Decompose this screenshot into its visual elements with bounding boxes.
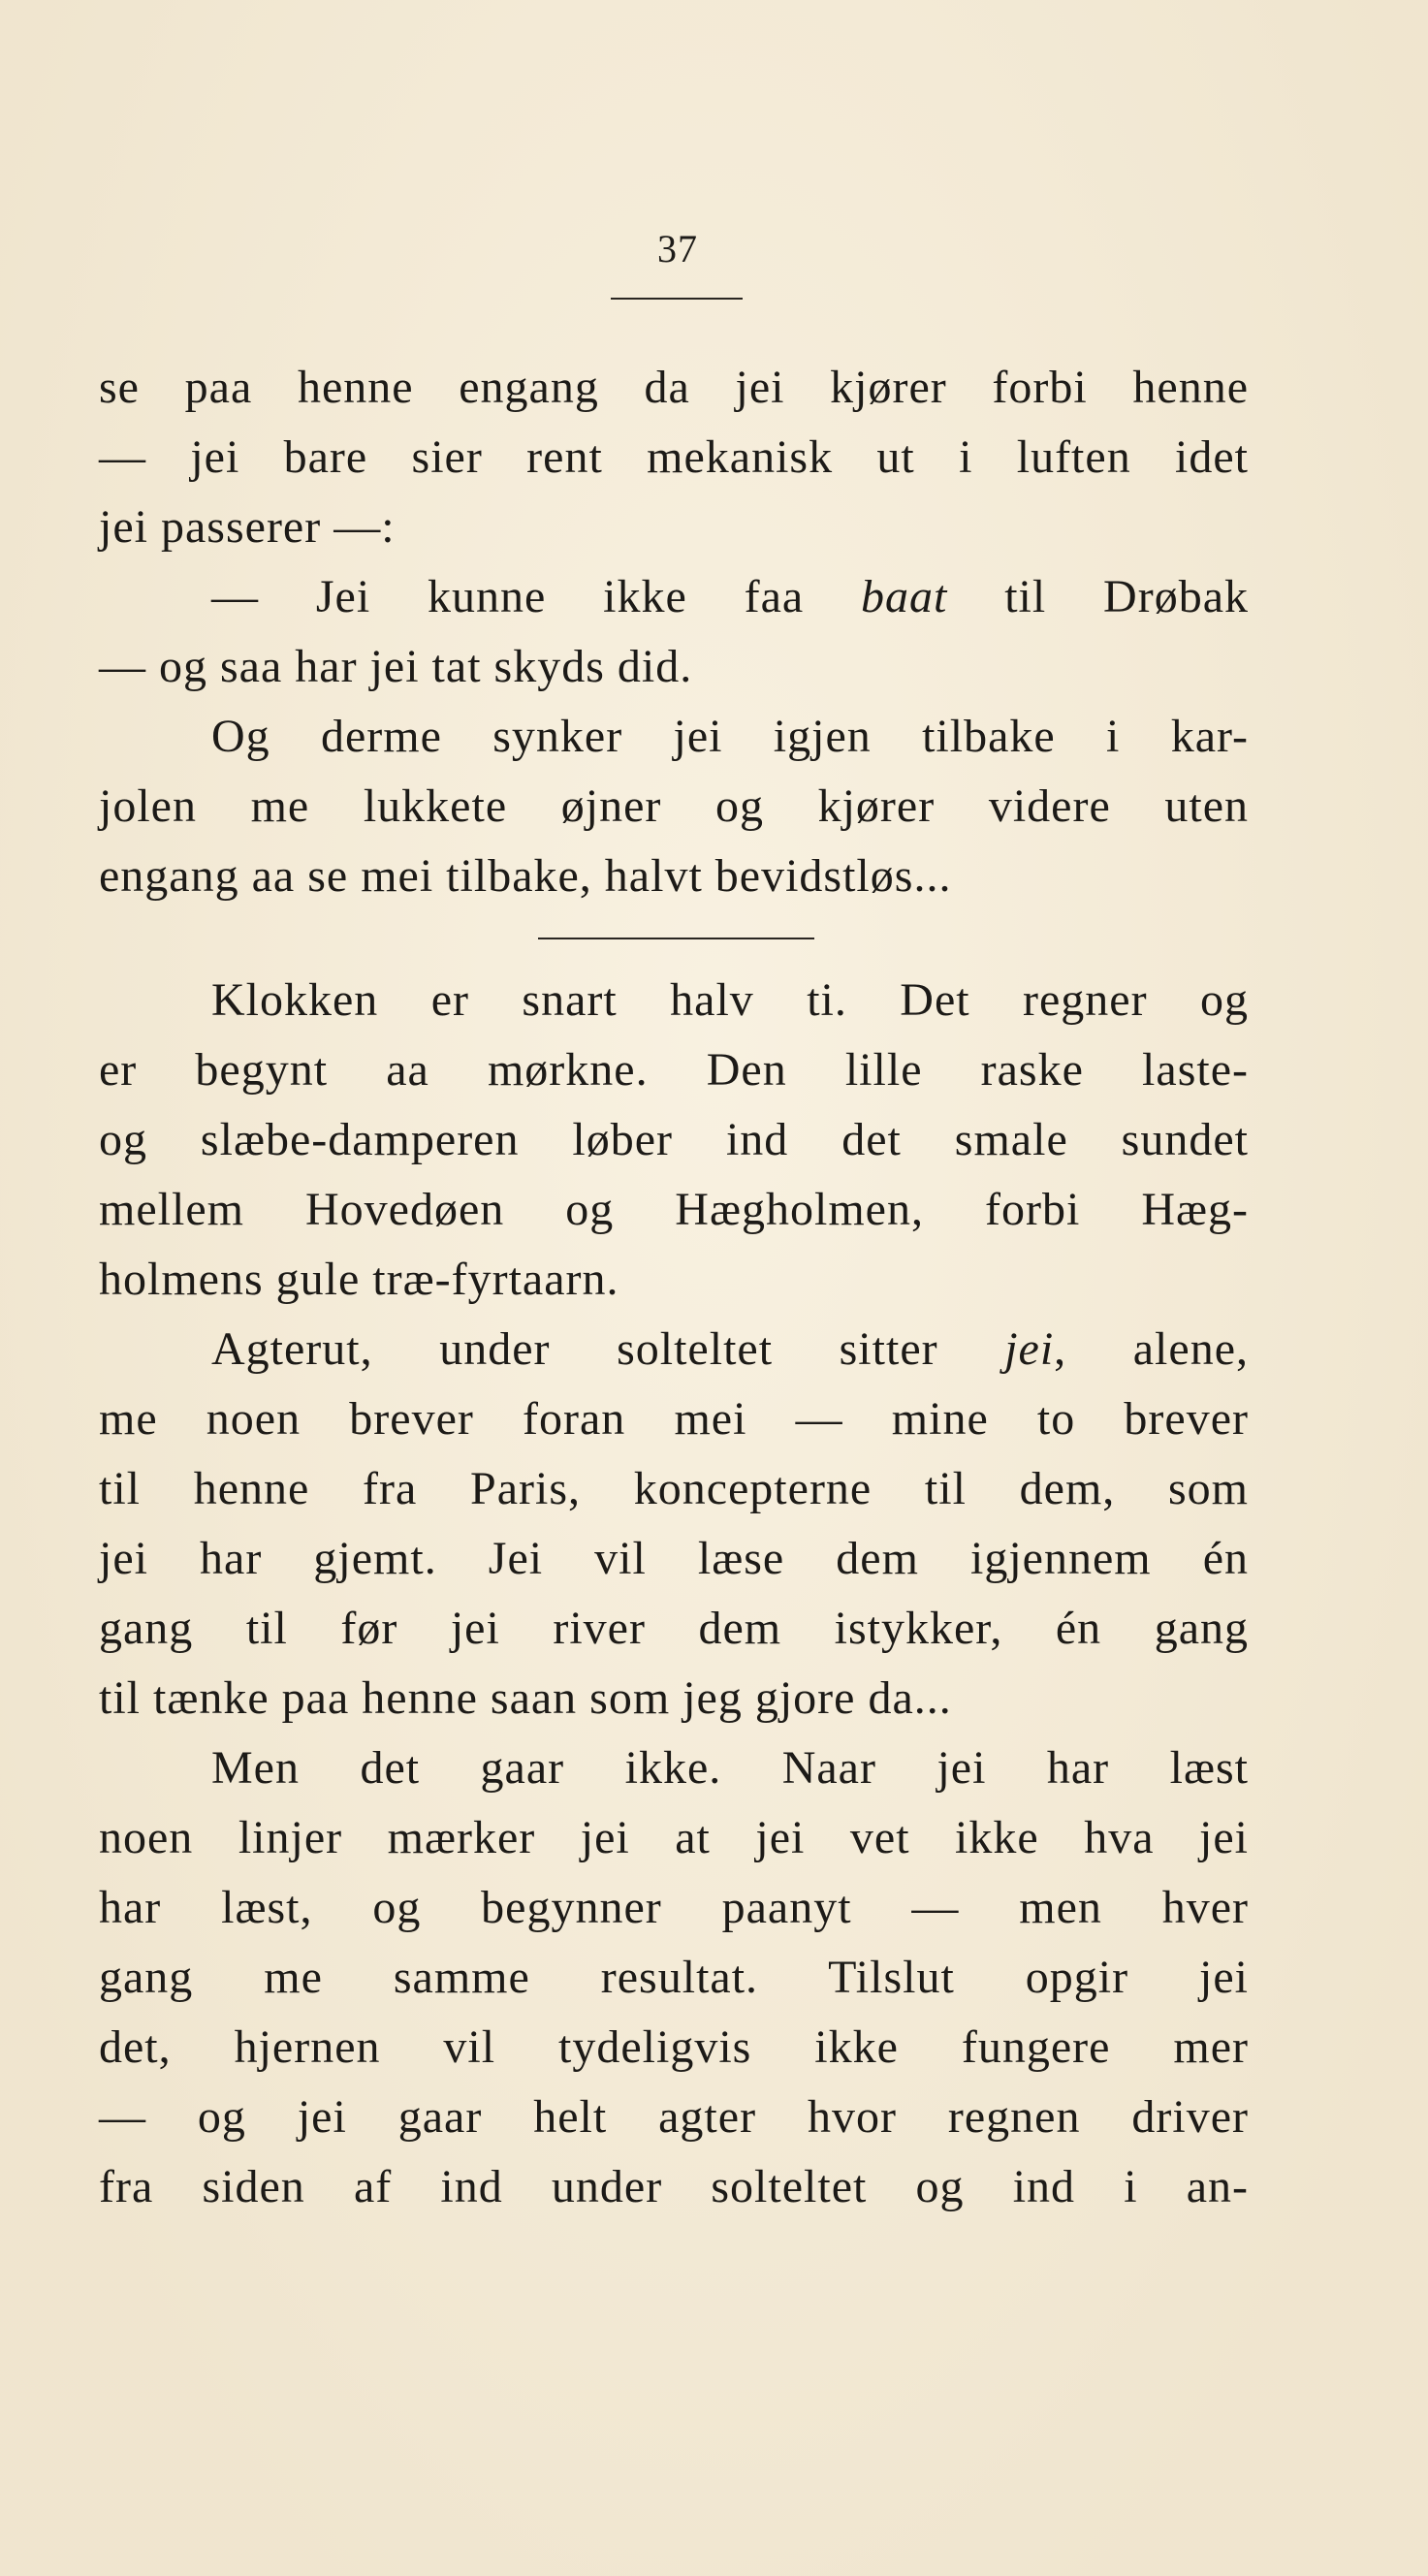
text-line: gang til før jei river dem istykker, én gang (99, 1603, 1249, 1654)
text-line: se paa henne engang da jei kjører forbi henne (99, 362, 1249, 413)
paragraph-block-2 (99, 966, 1249, 2222)
text-line: holmens gule træ-fyrtaarn. (99, 1254, 619, 1305)
text-line: noen linjer mærker jei at jei vet ikke hva jei (99, 1812, 1249, 1863)
text-line: til henne fra Paris, koncepterne til dem, som (99, 1463, 1249, 1514)
text-line: me noen brever foran mei — mine to brever (99, 1393, 1249, 1445)
text-line: engang aa se mei tilbake, halvt bevidstløs... (99, 850, 952, 902)
text-line-with-italic (99, 562, 1249, 632)
text-line: — jei bare sier rent mekanisk ut i luften idet (99, 431, 1249, 483)
text-line: det, hjernen vil tydeligvis ikke fungere mer (99, 2021, 1249, 2073)
section-divider (538, 938, 814, 939)
text-line-with-italic (99, 1315, 1249, 1384)
text-line: mellem Hovedøen og Hægholmen, forbi Hæg- (99, 1184, 1249, 1235)
italic-word: baat (861, 571, 948, 622)
header-rule (611, 298, 743, 300)
text-fragment: , alene, (1054, 1323, 1250, 1375)
text-line: jei passerer —: (99, 501, 396, 553)
text-line: til tænke paa henne saan som jeg gjore da... (99, 1672, 952, 1724)
text-line: og slæbe-damperen løber ind det smale sundet (99, 1114, 1249, 1165)
text-line: har læst, og begynner paanyt — men hver (99, 1882, 1249, 1933)
text-fragment: til Drøbak (947, 571, 1250, 622)
italic-word: jei (1004, 1323, 1055, 1375)
text-line: — og jei gaar helt agter hvor regnen driver (99, 2091, 1249, 2143)
text-line: Men det gaar ikke. Naar jei har læst (211, 1742, 1249, 1794)
text-line: jolen me lukkete øjner og kjører videre uten (99, 780, 1249, 832)
text-line: Klokken er snart halv ti. Det regner og (211, 974, 1249, 1026)
text-line: gang me samme resultat. Tilslut opgir jei (99, 1952, 1249, 2003)
text-line: — og saa har jei tat skyds did. (99, 641, 693, 692)
text-fragment: Agterut, under solteltet sitter (211, 1323, 1005, 1375)
text-line: jei har gjemt. Jei vil læse dem igjennem én (99, 1533, 1249, 1584)
text-line: fra siden af ind under solteltet og ind i an- (99, 2161, 1249, 2212)
text-line: er begynt aa mørkne. Den lille raske laste- (99, 1044, 1249, 1096)
text-line: Og derme synker jei igjen tilbake i kar- (211, 711, 1249, 762)
page-number: 37 (657, 227, 698, 270)
text-fragment: — Jei kunne ikke faa (211, 571, 862, 622)
paragraph-block-1 (99, 353, 1249, 911)
